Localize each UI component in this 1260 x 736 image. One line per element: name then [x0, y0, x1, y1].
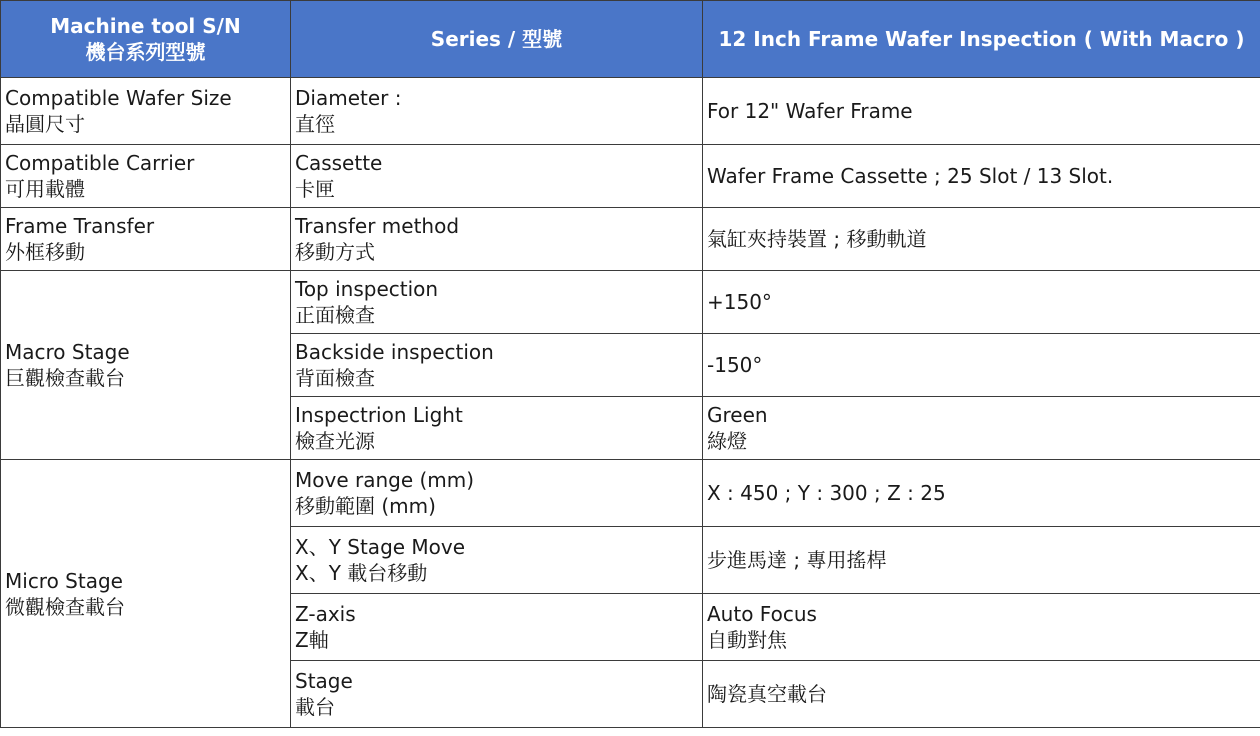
table-row — [1, 78, 1260, 145]
header-row — [1, 1, 1260, 78]
item-cell: Z-axis Z軸 — [291, 594, 703, 661]
value-cell: -150° — [703, 334, 1260, 397]
value-cell: X : 450 ; Y : 300 ; Z : 25 — [703, 460, 1260, 527]
value-cell: For 12" Wafer Frame — [703, 78, 1260, 145]
item-cell: Diameter : 直徑 — [291, 78, 703, 145]
item-cell: Inspectrion Light 檢查光源 — [291, 397, 703, 460]
item-cell: Transfer method 移動方式 — [291, 208, 703, 271]
item-cell: Top inspection 正面檢查 — [291, 271, 703, 334]
table-row — [1, 271, 1260, 334]
value-cell: Wafer Frame Cassette ; 25 Slot / 13 Slot. — [703, 145, 1260, 208]
value-cell: 氣缸夾持裝置 ; 移動軌道 — [703, 208, 1260, 271]
category-cell: Compatible Carrier 可用載體 — [1, 145, 291, 208]
item-cell: Stage 載台 — [291, 661, 703, 728]
value-cell: Auto Focus 自動對焦 — [703, 594, 1260, 661]
item-cell: Cassette 卡匣 — [291, 145, 703, 208]
item-cell: Backside inspection 背面檢查 — [291, 334, 703, 397]
category-cell: Frame Transfer 外框移動 — [1, 208, 291, 271]
value-cell: +150° — [703, 271, 1260, 334]
header-series: Series / 型號 — [291, 1, 703, 78]
value-cell: Green 綠燈 — [703, 397, 1260, 460]
value-cell: 陶瓷真空載台 — [703, 661, 1260, 728]
header-model: 12 Inch Frame Wafer Inspection ( With Macro ) — [703, 1, 1260, 78]
category-cell: Micro Stage 微觀檢查載台 — [1, 460, 291, 728]
value-cell: 步進馬達 ; 專用搖桿 — [703, 527, 1260, 594]
table-row — [1, 208, 1260, 271]
category-cell: Compatible Wafer Size 晶圓尺寸 — [1, 78, 291, 145]
item-cell: X、Y Stage Move X、Y 載台移動 — [291, 527, 703, 594]
table-row — [1, 145, 1260, 208]
category-cell: Macro Stage 巨觀檢查載台 — [1, 271, 291, 460]
item-cell: Move range (mm) 移動範圍 (mm) — [291, 460, 703, 527]
header-machine-tool: Machine tool S/N 機台系列型號 — [1, 1, 291, 78]
table-row — [1, 460, 1260, 527]
